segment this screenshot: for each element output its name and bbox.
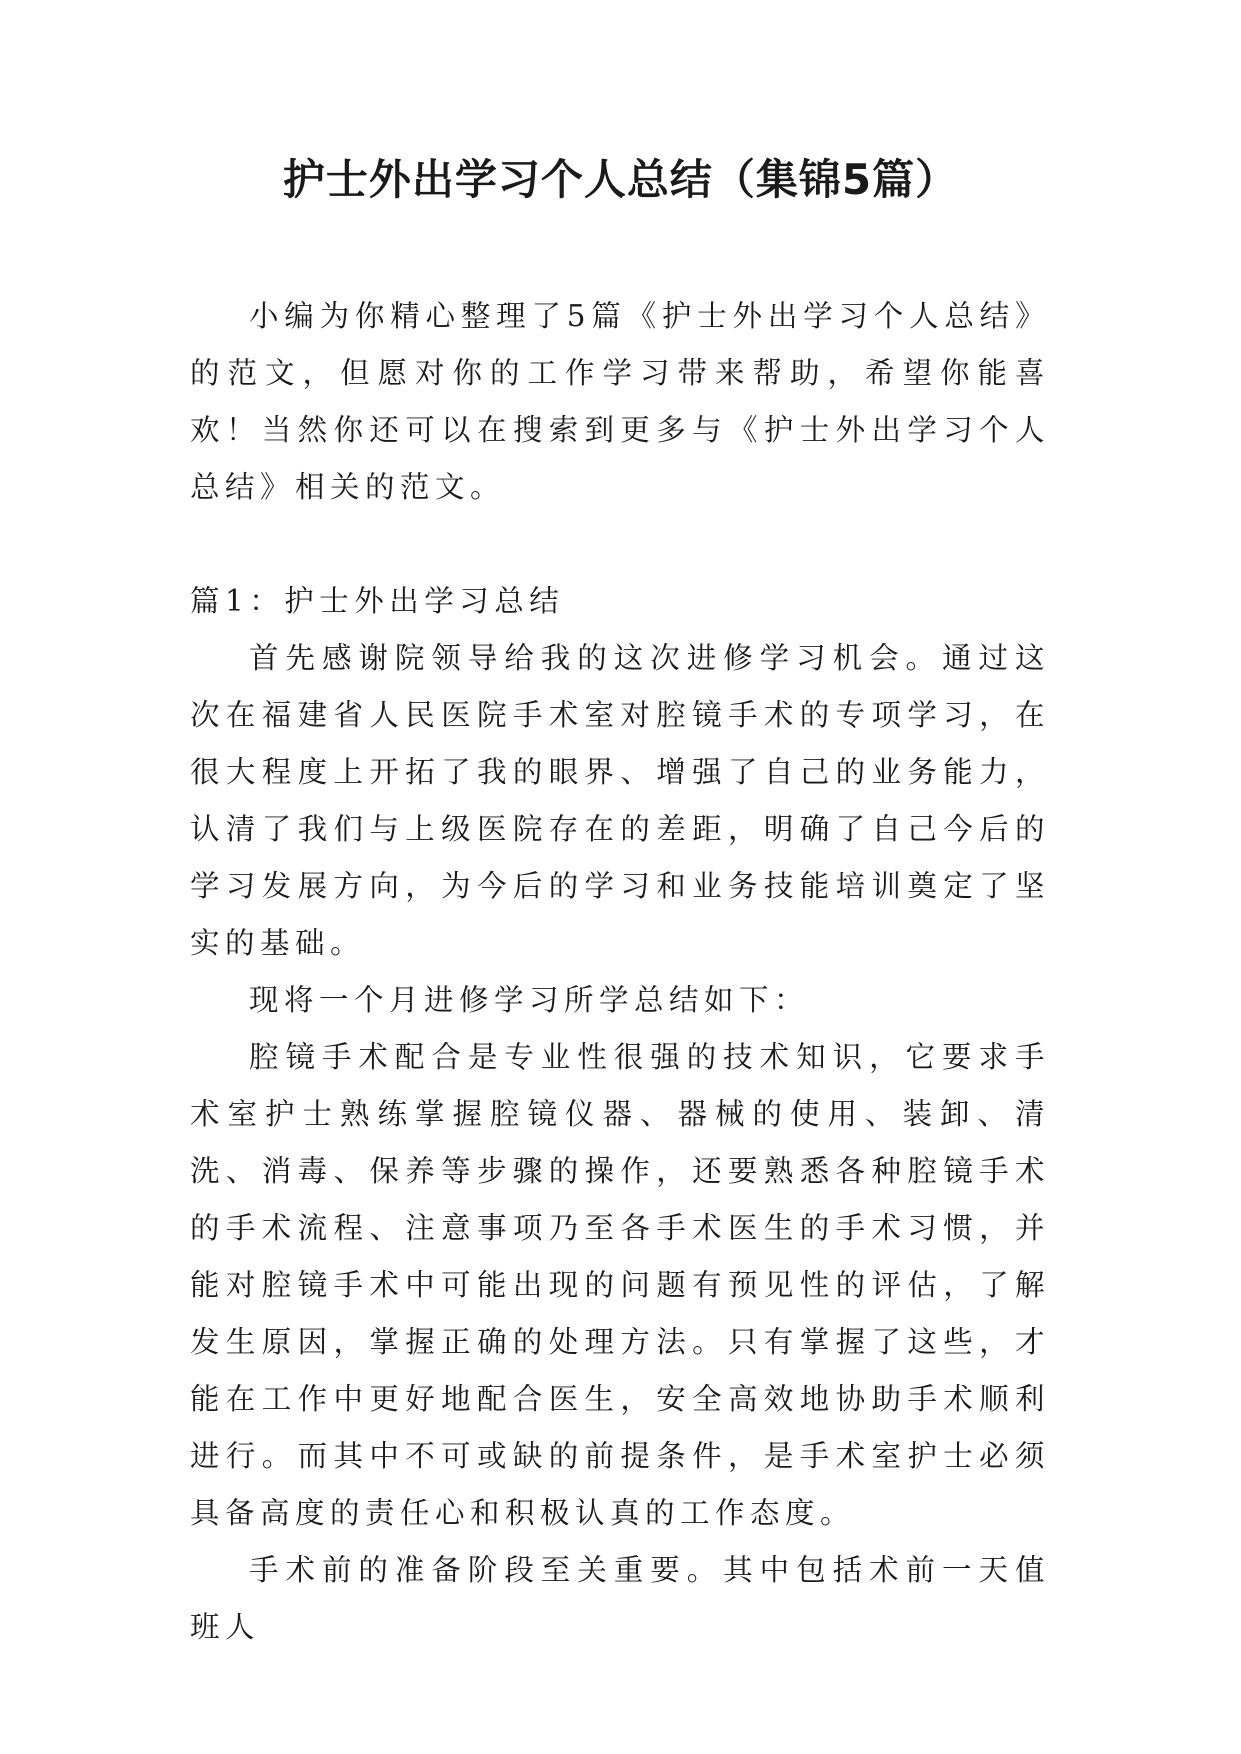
body-paragraph: 手术前的准备阶段至关重要。其中包括术前一天值班人 (190, 1553, 1050, 1644)
document-body (190, 288, 1050, 1656)
body-paragraph: 首先感谢院领导给我的这次进修学习机会。通过这次在福建省人民医院手术室对腔镜手术的专项学习，在很大程度上开拓了我的眼界、增强了自己的业务能力，认清了我们与上级医院存在的差距，明确了自己今后的学习发展方向，为今后的学习和业务技能培训奠定了坚实的基础。 (190, 641, 1050, 960)
body-paragraph: 现将一个月进修学习所学总结如下： (249, 983, 810, 1017)
intro-paragraph: 小编为你精心整理了5篇《护士外出学习个人总结》的范文，但愿对你的工作学习带来帮助，希望你能喜欢！当然你还可以在搜索到更多与《护士外出学习个人总结》相关的范文。 (190, 299, 1050, 504)
document-title: 护士外出学习个人总结（集锦5篇） (282, 155, 959, 204)
body-paragraph: 腔镜手术配合是专业性很强的技术知识，它要求手术室护士熟练掌握腔镜仪器、器械的使用、装卸、清洗、消毒、保养等步骤的操作，还要熟悉各种腔镜手术的手术流程、注意事项乃至各手术医生的手术习惯，并能对腔镜手术中可能出现的问题有预见性的评估，了解发生原因，掌握正确的处理方法。只有掌握了这些，才能在工作中更好地配合医生，安全高效地协助手术顺利进行。而其中不可或缺的前提条件，是手术室护士必须具备高度的责任心和积极认真的工作态度。 (190, 1040, 1050, 1530)
section-heading: 篇1：护士外出学习总结 (190, 584, 565, 618)
